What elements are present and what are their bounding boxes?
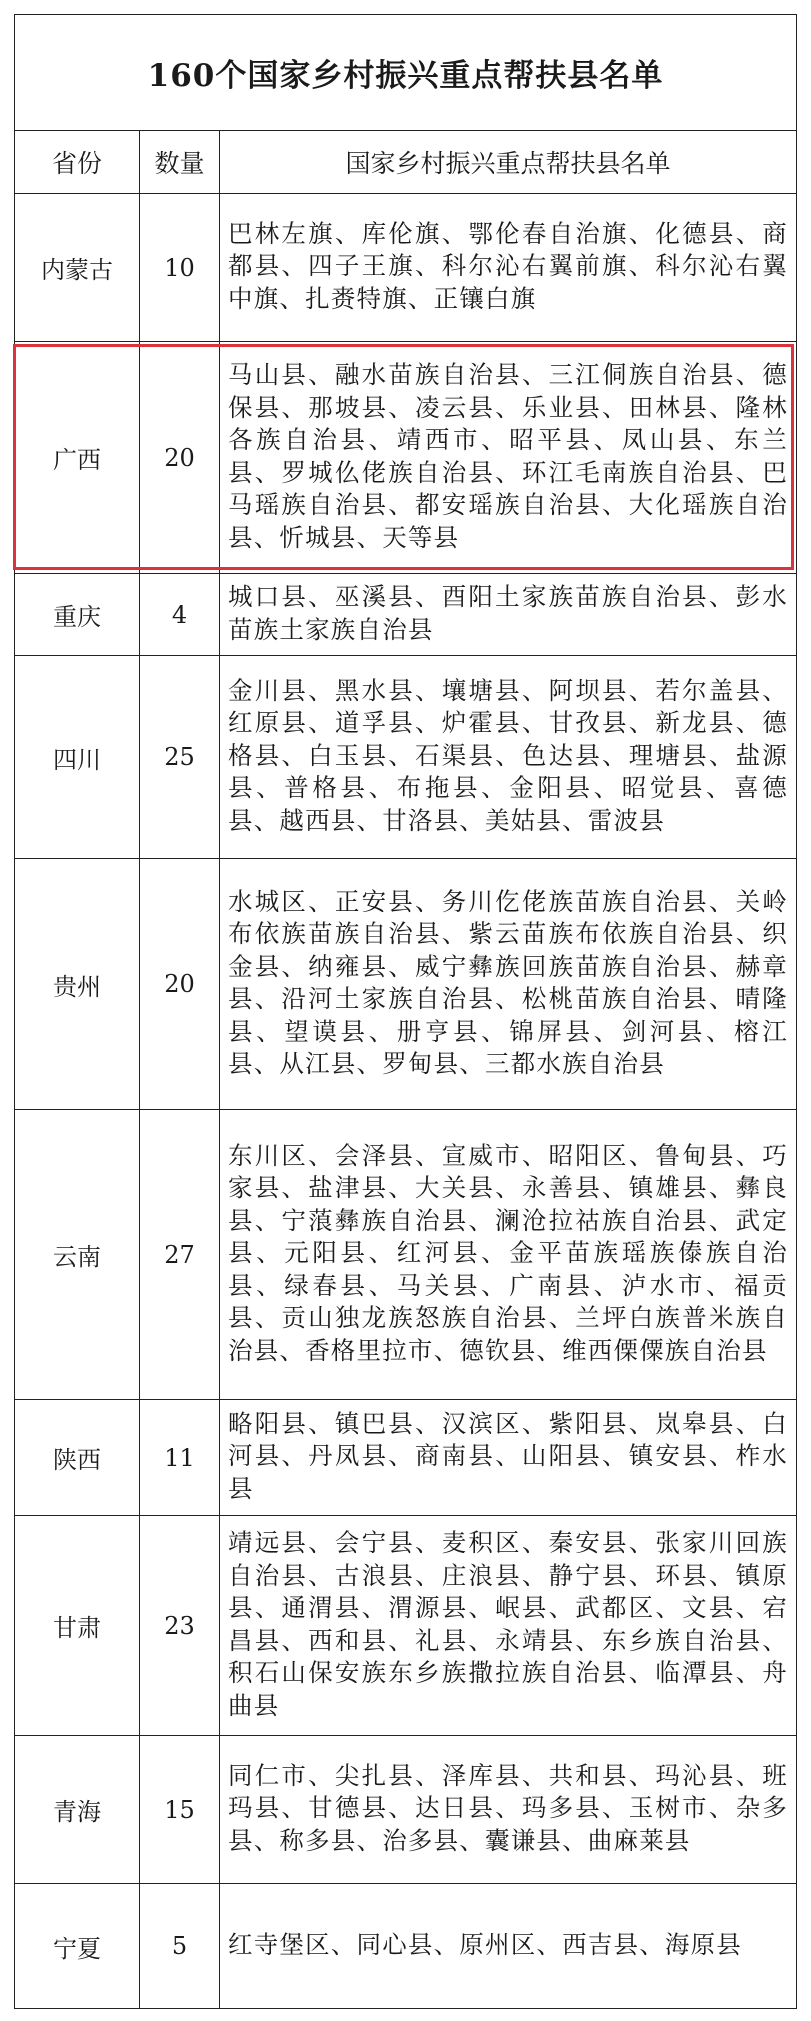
county-names: 靖远县、会宁县、麦积区、秦安县、张家川回族自治县、古浪县、庄浪县、静宁县、环县、镇原县、通渭县、渭源县、岷县、武都区、文县、宕昌县、西和县、礼县、永靖县、东乡族自治县、积石山保安族东乡族撒拉族自治县、临潭县、舟曲县	[228, 1528, 788, 1720]
names-cell	[220, 1884, 796, 2008]
names-cell	[220, 1110, 796, 1399]
county-names: 同仁市、尖扎县、泽库县、共和县、玛沁县、班玛县、甘德县、达日县、玛多县、玉树市、杂多县、称多县、治多县、囊谦县、曲麻莱县	[228, 1760, 788, 1855]
table-title: 160个国家乡村振兴重点帮扶县名单	[15, 15, 796, 131]
names-cell	[220, 1516, 796, 1735]
table-row	[15, 1110, 796, 1400]
county-names: 金川县、黑水县、壤塘县、阿坝县、若尔盖县、红原县、道孚县、炉霍县、甘孜县、新龙县、德格县、白玉县、石渠县、色达县、理塘县、盐源县、普格县、布拖县、金阳县、昭觉县、喜德县、越西县、甘洛县、美姑县、雷波县	[228, 675, 788, 835]
count-cell: 10	[140, 194, 220, 341]
count-cell: 20	[140, 859, 220, 1109]
count-cell: 5	[140, 1884, 220, 2008]
names-cell	[220, 1400, 796, 1515]
county-names: 略阳县、镇巴县、汉滨区、紫阳县、岚皋县、白河县、丹凤县、商南县、山阳县、镇安县、柞水县	[228, 1408, 788, 1503]
county-names: 水城区、正安县、务川仡佬族苗族自治县、关岭布依族苗族自治县、紫云苗族布依族自治县、织金县、纳雍县、威宁彝族回族苗族自治县、赫章县、沿河土家族自治县、松桃苗族自治县、晴隆县、望谟县、册亨县、锦屏县、剑河县、榕江县、从江县、罗甸县、三都水族自治县	[228, 886, 788, 1078]
province-cell: 内蒙古	[15, 194, 140, 341]
table-row	[15, 342, 796, 574]
table-row	[15, 1884, 796, 2008]
count-cell: 27	[140, 1110, 220, 1399]
table-row	[15, 574, 796, 656]
province-cell: 重庆	[15, 574, 140, 655]
province-cell: 云南	[15, 1110, 140, 1399]
table-row	[15, 1516, 796, 1736]
province-cell: 陕西	[15, 1400, 140, 1515]
names-cell	[220, 656, 796, 858]
count-cell: 25	[140, 656, 220, 858]
province-cell: 宁夏	[15, 1884, 140, 2008]
table-row	[15, 859, 796, 1110]
names-cell	[220, 342, 796, 573]
province-cell: 广西	[15, 342, 140, 573]
header-row	[15, 131, 796, 194]
header-province: 省份	[15, 131, 140, 193]
names-cell	[220, 574, 796, 655]
county-names: 马山县、融水苗族自治县、三江侗族自治县、德保县、那坡县、凌云县、乐业县、田林县、隆林各族自治县、靖西市、昭平县、凤山县、东兰县、罗城仫佬族自治县、环江毛南族自治县、巴马瑶族自治县、都安瑶族自治县、大化瑶族自治县、忻城县、天等县	[228, 360, 788, 552]
count-cell: 20	[140, 342, 220, 573]
province-cell: 甘肃	[15, 1516, 140, 1735]
names-cell	[220, 1736, 796, 1883]
count-cell: 11	[140, 1400, 220, 1515]
header-count: 数量	[140, 131, 220, 193]
table-row	[15, 1400, 796, 1516]
province-cell: 四川	[15, 656, 140, 858]
names-cell	[220, 859, 796, 1109]
header-names: 国家乡村振兴重点帮扶县名单	[345, 149, 671, 178]
table-row	[15, 194, 796, 342]
count-cell: 23	[140, 1516, 220, 1735]
province-cell: 贵州	[15, 859, 140, 1109]
count-cell: 4	[140, 574, 220, 655]
table-row	[15, 1736, 796, 1884]
table-row	[15, 656, 796, 859]
province-cell: 青海	[15, 1736, 140, 1883]
county-list-table	[14, 14, 797, 2009]
county-names: 红寺堡区、同心县、原州区、西吉县、海原县	[228, 1929, 742, 1959]
county-names: 巴林左旗、库伦旗、鄂伦春自治旗、化德县、商都县、四子王旗、科尔沁右翼前旗、科尔沁右翼中旗、扎赉特旗、正镶白旗	[228, 218, 788, 313]
county-names: 城口县、巫溪县、酉阳土家族苗族自治县、彭水苗族土家族自治县	[228, 582, 788, 644]
count-cell: 15	[140, 1736, 220, 1883]
names-cell	[220, 194, 796, 341]
county-names: 东川区、会泽县、宣威市、昭阳区、鲁甸县、巧家县、盐津县、大关县、永善县、镇雄县、彝良县、宁蒗彝族自治县、澜沧拉祜族自治县、武定县、元阳县、红河县、金平苗族瑶族傣族自治县、绿春县、马关县、广南县、泸水市、福贡县、贡山独龙族怒族自治县、兰坪白族普米族自治县、香格里拉市、德钦县、维西傈僳族自治县	[228, 1140, 788, 1365]
